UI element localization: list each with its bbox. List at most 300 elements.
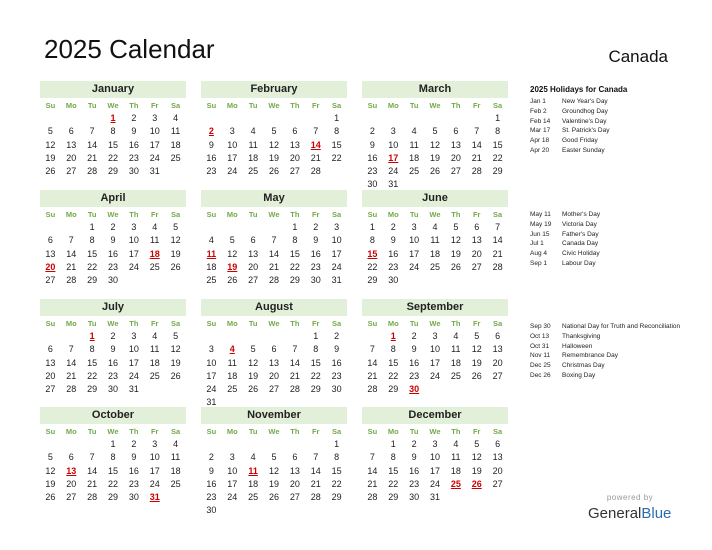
day-cell: 14 [268,248,279,259]
day-cell: 21 [66,370,77,381]
holiday-name: St. Patrick's Day [562,127,610,135]
empty-cell [222,438,243,451]
day-cell: 17 [227,478,238,489]
holiday-name: Halloween [562,342,593,350]
month-august [201,299,347,410]
day-cell: 6 [68,452,74,463]
day-cell: 25 [149,370,160,381]
day-cell: 19 [450,248,461,259]
weekday-header: Fr [472,101,481,110]
day-cell: 28 [310,166,321,177]
holiday-name: Remembrance Day [562,352,618,360]
day-cell: 15 [388,465,399,476]
day-cell: 26 [471,370,482,381]
day-cell: 20 [492,465,503,476]
day-cell: 7 [89,452,95,463]
holiday-date: Nov 11 [530,352,551,360]
day-cell: 9 [369,139,375,150]
holiday-name: Civic Holiday [562,250,600,258]
day-cell: 14 [289,357,300,368]
holiday-date: Mar 17 [530,127,551,135]
empty-cell [264,330,285,343]
day-cell: 9 [110,344,116,355]
day-cell: 21 [310,152,321,163]
weekday-header: Sa [170,427,181,436]
empty-cell [40,330,61,343]
holiday-day: 25 [450,478,461,489]
holiday-date: Oct 31 [530,342,550,350]
day-grid [40,425,186,504]
weekday-header: Tu [248,427,258,436]
weekday-header: We [107,427,119,436]
day-cell: 27 [45,384,56,395]
month-name: June [362,190,508,207]
day-cell: 8 [369,235,375,246]
empty-cell [425,112,446,125]
weekday-header: We [429,210,441,219]
holiday-row [530,97,690,107]
empty-cell [201,112,222,125]
holiday-name: National Day for Truth and Reconciliation [562,323,681,330]
day-cell: 20 [248,261,259,272]
day-cell: 8 [334,126,340,137]
day-cell: 23 [310,261,321,272]
day-cell: 24 [388,166,399,177]
weekday-header: Su [45,427,56,436]
holiday-row [530,342,690,352]
holiday-date: May 19 [530,220,552,228]
day-cell: 17 [227,152,238,163]
day-cell: 24 [227,492,238,503]
empty-cell [445,112,466,125]
empty-cell [404,112,425,125]
month-july [40,299,186,396]
day-cell: 16 [409,465,420,476]
day-cell: 6 [271,344,277,355]
day-cell: 30 [128,492,139,503]
day-cell: 6 [250,235,256,246]
day-cell: 5 [173,222,179,232]
day-cell: 3 [411,222,417,232]
day-cell: 12 [227,248,238,259]
day-cell: 8 [334,452,340,463]
weekday-header: Su [45,210,56,219]
day-cell: 4 [152,331,158,341]
day-cell: 17 [128,357,139,368]
day-cell: 2 [411,439,417,449]
day-cell: 22 [107,478,118,489]
weekday-header: Sa [492,101,503,110]
day-cell: 18 [409,152,420,163]
day-cell: 11 [150,344,160,355]
day-cell: 10 [149,126,160,137]
generalblue-logo[interactable] [588,505,671,522]
weekday-header: We [107,210,119,219]
holiday-name: Mother's Day [562,211,601,218]
day-cell: 5 [453,222,459,232]
day-cell: 15 [310,357,321,368]
day-cell: 20 [471,248,482,259]
weekday-header: We [268,101,280,110]
weekday-header: Tu [409,101,419,110]
empty-cell [61,112,82,125]
day-cell: 20 [289,152,300,163]
empty-cell [82,112,103,125]
day-cell: 10 [149,452,160,463]
day-cell: 11 [409,139,419,150]
holiday-row [530,220,690,230]
holiday-name: Christmas Day [562,362,605,370]
day-cell: 7 [292,344,298,355]
weekday-header: Sa [170,210,181,219]
weekday-header: Tu [87,210,97,219]
weekday-header: We [268,427,280,436]
day-cell: 15 [87,248,98,259]
day-cell: 7 [313,452,319,463]
holidays-title: 2025 Holidays for Canada [530,85,628,94]
empty-cell [201,221,222,234]
day-cell: 8 [110,452,116,463]
day-cell: 8 [390,344,396,355]
day-cell: 3 [432,331,438,341]
day-cell: 21 [492,248,503,259]
day-cell: 17 [429,357,440,368]
day-cell: 10 [227,465,238,476]
day-cell: 23 [206,492,217,503]
day-cell: 26 [170,370,181,381]
day-cell: 16 [310,248,321,259]
weekday-header: Sa [170,319,181,328]
month-may [201,190,347,287]
weekday-header: Mo [387,101,399,110]
day-cell: 1 [110,439,116,449]
day-cell: 5 [474,439,480,449]
day-cell: 17 [429,465,440,476]
holiday-name: Canada Day [562,240,599,248]
day-cell: 19 [268,152,279,163]
day-cell: 11 [227,357,237,368]
empty-cell [222,112,243,125]
day-cell: 19 [471,465,482,476]
weekday-header: Fr [150,101,159,110]
day-cell: 11 [170,126,181,137]
holiday-name: Groundhog Day [562,107,608,115]
empty-cell [243,112,264,125]
day-cell: 25 [429,261,440,272]
day-grid [362,99,508,192]
day-cell: 24 [128,370,139,381]
day-cell: 22 [87,261,98,272]
day-cell: 4 [250,126,256,137]
month-june [362,190,508,287]
empty-cell [305,438,326,451]
month-name: March [362,81,508,98]
day-cell: 2 [334,331,340,341]
weekday-header: Su [206,101,217,110]
day-cell: 17 [206,370,217,381]
day-cell: 24 [227,166,238,177]
day-cell: 31 [149,166,160,177]
empty-cell [383,112,404,125]
day-cell: 5 [173,331,179,341]
month-name: July [40,299,186,316]
holiday-name: Victoria Day [562,220,597,228]
day-cell: 3 [131,331,137,341]
day-cell: 20 [66,152,77,163]
holiday-row [530,351,690,361]
day-cell: 27 [471,261,482,272]
weekday-header: Th [451,319,461,328]
day-cell: 4 [250,452,256,463]
day-cell: 30 [206,505,217,516]
day-cell: 18 [149,357,160,368]
day-cell: 1 [369,222,375,232]
holiday-date: May 11 [530,211,551,218]
month-march [362,81,508,192]
day-grid [201,208,347,287]
day-cell: 2 [131,439,137,449]
day-cell: 9 [334,344,340,355]
holiday-row [530,249,690,259]
empty-cell [362,112,383,125]
holiday-group [530,85,690,156]
weekday-header: Sa [492,319,503,328]
day-cell: 3 [208,344,214,355]
day-cell: 7 [369,452,375,463]
day-cell: 24 [429,478,440,489]
day-cell: 7 [313,126,319,137]
day-cell: 8 [495,126,501,137]
empty-cell [264,438,285,451]
day-cell: 3 [131,222,137,232]
weekday-header: Fr [150,210,159,219]
weekday-header: Su [367,427,378,436]
day-cell: 20 [268,370,279,381]
day-cell: 18 [170,465,181,476]
day-cell: 7 [474,126,480,137]
day-cell: 28 [367,384,378,395]
day-cell: 31 [388,179,399,190]
weekday-header: We [268,319,280,328]
weekday-header: Fr [311,427,320,436]
day-cell: 29 [388,492,399,503]
day-cell: 28 [367,492,378,503]
day-cell: 2 [131,113,137,123]
day-cell: 23 [367,166,378,177]
day-cell: 19 [471,357,482,368]
day-cell: 10 [227,139,238,150]
day-cell: 28 [268,275,279,286]
day-cell: 13 [289,139,300,150]
day-cell: 1 [334,439,340,449]
weekday-header: Mo [387,210,399,219]
day-cell: 6 [495,331,501,341]
day-cell: 28 [87,166,98,177]
day-cell: 5 [474,331,480,341]
holiday-day: 26 [471,478,482,489]
day-cell: 13 [450,139,461,150]
weekday-header: Tu [87,319,97,328]
holiday-day: 18 [149,248,160,259]
day-grid [362,208,508,287]
holiday-name: Easter Sunday [562,146,605,154]
holiday-name: Valentine's Day [562,117,607,125]
day-cell: 15 [107,465,118,476]
empty-cell [362,330,383,343]
day-cell: 6 [495,439,501,449]
day-cell: 19 [429,152,440,163]
day-cell: 29 [331,492,342,503]
day-cell: 21 [367,478,378,489]
weekday-header: Fr [311,101,320,110]
weekday-header: Mo [65,210,77,219]
day-cell: 12 [45,139,56,150]
weekday-header: Tu [87,101,97,110]
day-cell: 27 [268,384,279,395]
day-cell: 15 [492,139,503,150]
day-cell: 11 [451,344,461,355]
holiday-row [530,210,690,220]
day-cell: 10 [409,235,420,246]
day-cell: 16 [107,357,118,368]
day-cell: 26 [227,275,238,286]
weekday-header: Th [290,319,300,328]
day-cell: 11 [451,452,461,463]
holiday-group [530,322,690,381]
day-cell: 4 [173,439,179,449]
day-cell: 13 [492,344,503,355]
month-december [362,407,508,504]
day-cell: 23 [128,152,139,163]
day-cell: 20 [45,370,56,381]
day-cell: 31 [429,492,440,503]
day-cell: 16 [206,152,217,163]
day-cell: 10 [429,344,440,355]
day-cell: 24 [149,152,160,163]
day-cell: 29 [107,492,118,503]
day-cell: 4 [453,331,459,341]
weekday-header: Sa [331,319,342,328]
day-cell: 22 [331,152,342,163]
day-cell: 25 [170,152,181,163]
day-grid [362,425,508,504]
weekday-header: Th [129,210,139,219]
holiday-name: Thanksgiving [562,332,601,340]
weekday-header: Mo [226,319,238,328]
day-cell: 25 [170,478,181,489]
day-cell: 27 [66,492,77,503]
powered-by-label: powered by [606,493,654,502]
day-cell: 15 [331,139,342,150]
day-cell: 29 [388,384,399,395]
day-cell: 19 [268,478,279,489]
day-cell: 3 [152,113,158,123]
day-grid [201,317,347,410]
weekday-header: Su [45,101,56,110]
day-cell: 6 [47,235,53,246]
day-cell: 25 [227,384,238,395]
day-cell: 20 [289,478,300,489]
weekday-header: Tu [409,319,419,328]
month-february [201,81,347,178]
weekday-header: Su [206,319,217,328]
holiday-day: 4 [229,344,235,355]
month-name: October [40,407,186,424]
day-cell: 25 [450,370,461,381]
empty-cell [40,438,61,451]
holiday-date: Feb 14 [530,117,551,125]
day-cell: 28 [471,166,482,177]
day-cell: 18 [170,139,181,150]
empty-cell [264,221,285,234]
day-cell: 17 [331,248,342,259]
day-cell: 7 [369,344,375,355]
day-cell: 22 [388,478,399,489]
day-cell: 26 [450,261,461,272]
holiday-date: Feb 2 [530,107,547,115]
day-cell: 13 [66,139,77,150]
day-cell: 29 [492,166,503,177]
day-cell: 20 [66,478,77,489]
day-cell: 1 [89,222,95,232]
day-cell: 17 [149,465,160,476]
day-cell: 24 [206,384,217,395]
day-cell: 18 [248,478,259,489]
day-cell: 9 [390,235,396,246]
day-cell: 8 [390,452,396,463]
holiday-day: 11 [206,248,217,259]
month-september [362,299,508,396]
weekday-header: Mo [226,210,238,219]
day-cell: 18 [206,261,217,272]
day-cell: 22 [87,370,98,381]
day-cell: 3 [229,126,235,137]
weekday-header: Fr [150,427,159,436]
day-cell: 21 [310,478,321,489]
weekday-header: Mo [65,319,77,328]
day-cell: 18 [227,370,238,381]
weekday-header: Mo [387,427,399,436]
day-cell: 12 [45,465,56,476]
day-cell: 7 [68,344,74,355]
weekday-header: Su [206,210,217,219]
day-cell: 19 [170,357,181,368]
holiday-name: Good Friday [562,137,598,145]
month-name: April [40,190,186,207]
weekday-header: Mo [226,427,238,436]
holiday-day: 31 [149,492,160,503]
day-cell: 21 [471,152,482,163]
day-cell: 3 [334,222,340,232]
weekday-header: Th [290,427,300,436]
weekday-header: Sa [492,427,503,436]
day-cell: 25 [248,492,259,503]
weekday-header: Tu [248,319,258,328]
day-cell: 7 [495,222,501,232]
weekday-header: Sa [170,101,181,110]
day-cell: 2 [369,126,375,137]
holiday-day: 1 [110,113,116,123]
holiday-row [530,136,690,146]
day-cell: 2 [390,222,396,232]
day-cell: 12 [268,465,279,476]
day-cell: 14 [66,357,77,368]
holiday-date: Sep 30 [530,323,551,330]
day-cell: 6 [47,344,53,355]
day-cell: 1 [313,331,319,341]
day-cell: 24 [128,261,139,272]
day-cell: 4 [453,439,459,449]
